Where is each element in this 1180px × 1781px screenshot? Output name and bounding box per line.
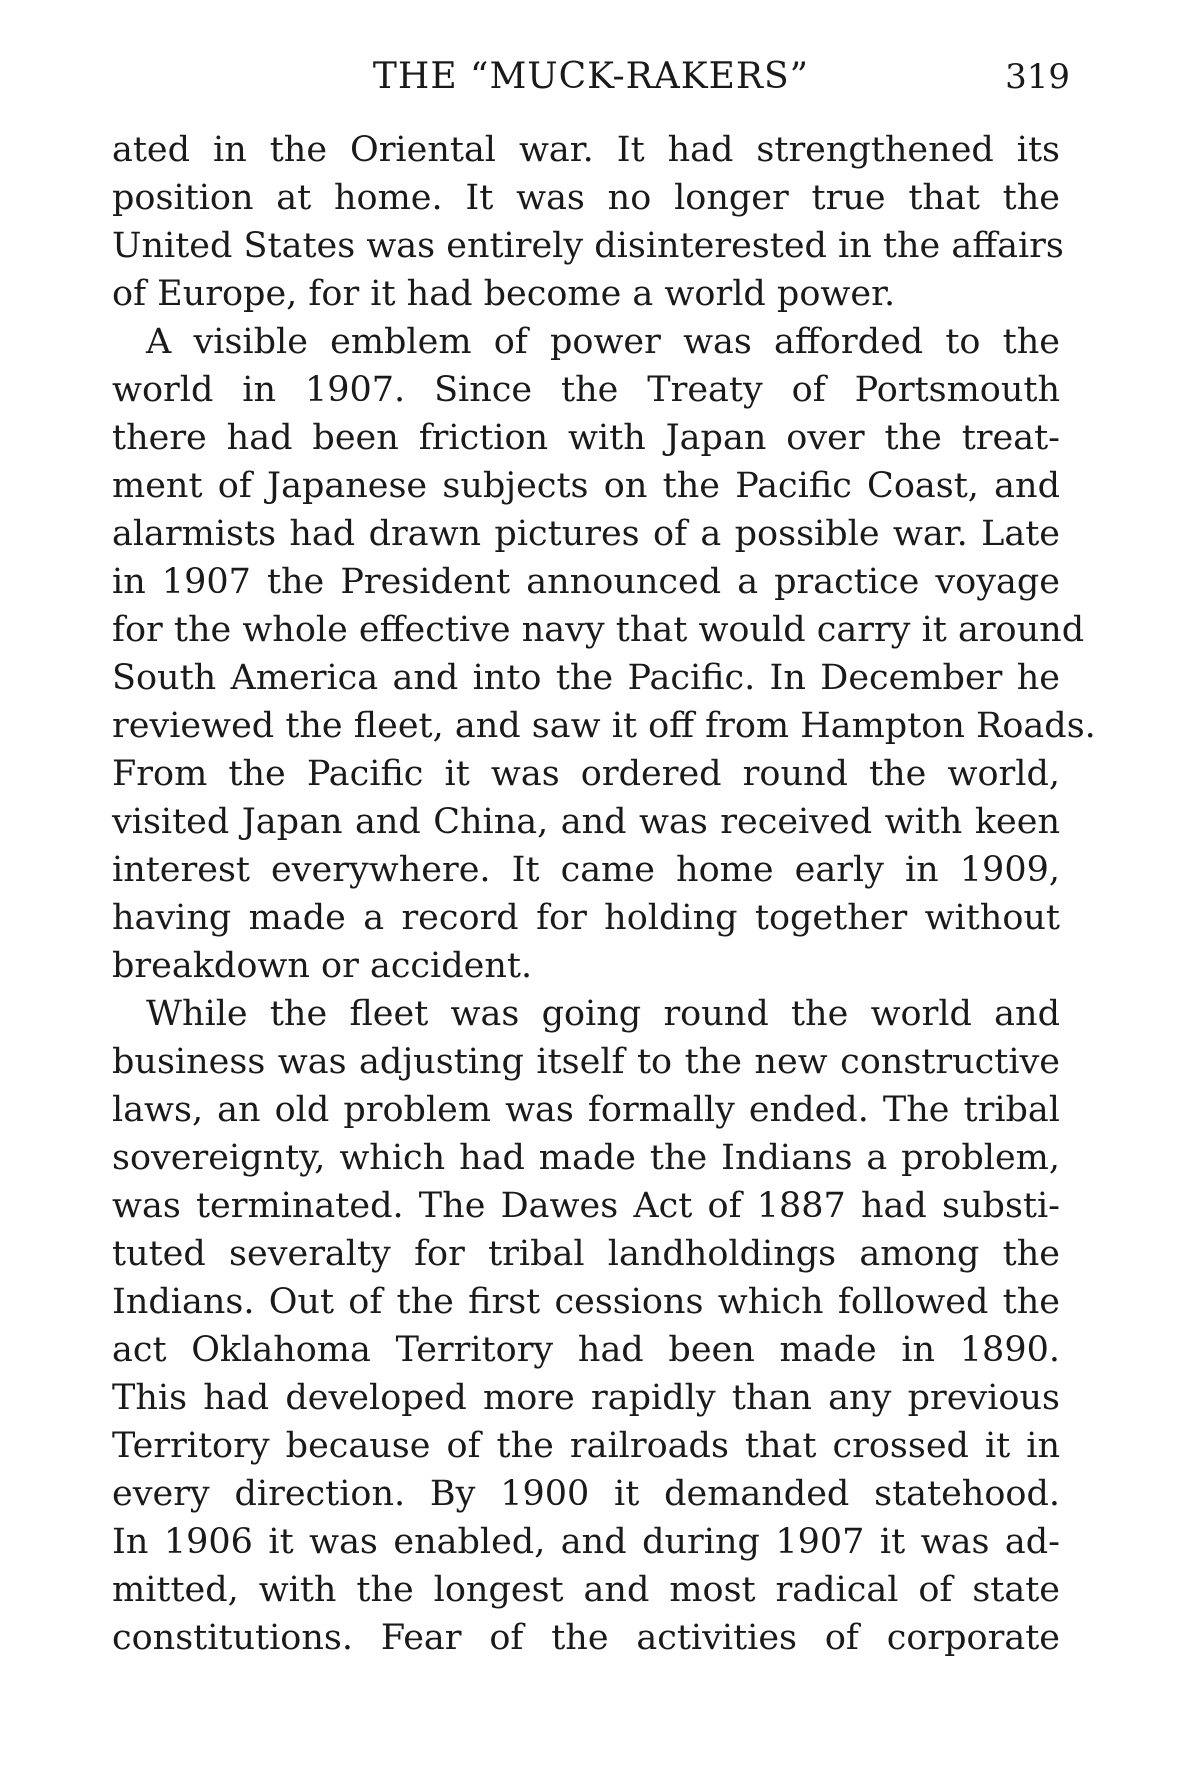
text-line: business was adjusting itself to the new constructive	[112, 1042, 1060, 1082]
text-line: Indians. Out of the first cessions which followed the	[112, 1282, 1060, 1322]
text-line: in 1907 the President announced a practice voyage	[112, 562, 1060, 602]
text-line: every direction. By 1900 it demanded statehood.	[112, 1474, 1060, 1514]
text-line: sovereignty, which had made the Indians a problem,	[112, 1138, 1060, 1178]
text-line: ment of Japanese subjects on the Pacific Coast, and	[112, 466, 1060, 506]
text-line: laws, an old problem was formally ended. The tribal	[112, 1090, 1060, 1130]
text-line: This had developed more rapidly than any previous	[112, 1378, 1060, 1418]
text-line: A visible emblem of power was afforded to the	[146, 322, 1060, 362]
text-line: alarmists had drawn pictures of a possible war. Late	[112, 514, 1060, 554]
text-line: Territory because of the railroads that crossed it in	[112, 1426, 1060, 1466]
text-line: of Europe, for it had become a world power.	[112, 274, 896, 314]
text-line: world in 1907. Since the Treaty of Portsmouth	[112, 370, 1060, 410]
text-line: interest everywhere. It came home early in 1909,	[112, 850, 1060, 890]
text-line: visited Japan and China, and was received with keen	[112, 802, 1060, 842]
text-line: In 1906 it was enabled, and during 1907 it was ad-	[112, 1522, 1060, 1562]
text-line: South America and into the Pacific. In December he	[112, 658, 1060, 698]
text-line: for the whole effective navy that would carry it around	[112, 610, 1085, 650]
running-title: THE “MUCK-RAKERS”	[372, 56, 810, 97]
text-line: reviewed the fleet, and saw it off from Hampton Roads.	[112, 706, 1096, 746]
body-text	[112, 126, 1096, 1662]
text-line: constitutions. Fear of the activities of corporate	[112, 1618, 1060, 1658]
text-line: While the fleet was going round the world and	[146, 994, 1060, 1034]
text-line: From the Pacific it was ordered round the world,	[112, 754, 1060, 794]
text-line: tuted severalty for tribal landholdings among the	[112, 1234, 1060, 1274]
text-line: mitted, with the longest and most radical of state	[112, 1570, 1060, 1610]
text-line: act Oklahoma Territory had been made in 1890.	[112, 1330, 1060, 1370]
running-head	[112, 52, 1070, 102]
paragraph-2	[112, 318, 1096, 990]
text-line: was terminated. The Dawes Act of 1887 had substi-	[112, 1186, 1060, 1226]
text-line: breakdown or accident.	[112, 946, 533, 986]
text-line: United States was entirely disinterested in the affairs	[112, 226, 1064, 266]
paragraph-3	[112, 990, 1060, 1662]
paragraph-1	[112, 126, 1064, 318]
text-line: having made a record for holding together without	[112, 898, 1060, 938]
text-line: ated in the Oriental war. It had strengthened its	[112, 130, 1060, 170]
text-line: there had been friction with Japan over the treat-	[112, 418, 1060, 458]
text-line: position at home. It was no longer true that the	[112, 178, 1060, 218]
page-number: 319	[1005, 57, 1070, 97]
